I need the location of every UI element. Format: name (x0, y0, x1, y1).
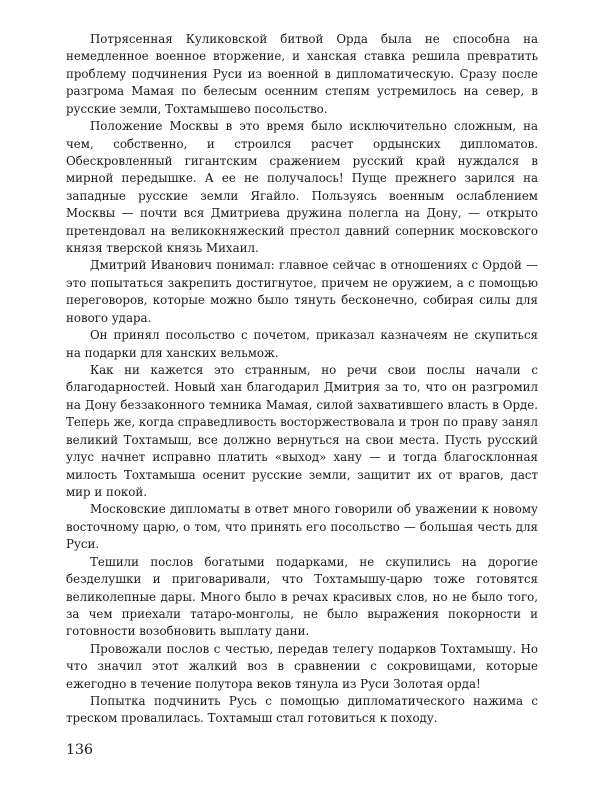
paragraph-6: Московские дипломаты в ответ много говорили об уважении к новому восточному царю, о том, что принять его посольство — большая честь для Руси. (66, 502, 538, 552)
page-number: 136 (66, 742, 94, 758)
page-body (66, 31, 538, 728)
paragraph-2: Положение Москвы в это время было исключительно сложным, на чем, собственно, и строился расчет ордынских дипломатов. Обескровленный гигантским сражением русский край нуждался в мирной передышке. А ее не получалось! Пуще прежнего зарился на западные русские земли Ягайло. Пользуясь военным ослаблением Москвы — почти вся Дмитриева дружина полегла на Дону, — открыто претендовал на великокняжеский престол давний соперник московского князя тверской князь Михаил. (66, 119, 538, 256)
paragraph-3: Дмитрий Иванович понимал: главное сейчас в отношениях с Ордой — это попытаться закрепить достигнутое, причем не оружием, а с помощью переговоров, которые можно было тянуть бесконечно, собирая силы для нового удара. (66, 258, 538, 325)
paragraph-8: Провожали послов с честью, передав телегу подарков Тохтамышу. Но что значил этот жалкий воз в сравнении с сокровищами, которые ежегодно в течение полутора веков тянула из Руси Золотая орда! (66, 641, 538, 691)
paragraph-5: Как ни кажется это странным, но речи свои послы начали с благодарностей. Новый хан благодарил Дмитрия за то, что он разгромил на Дону беззаконного темника Мамая, силой захватившего власть в Орде. Теперь же, когда справедливость восторжествовала и трон по праву занял великий Тохтамыш, все должно вернуться на свои места. Пусть русский улус начнет исправно платить «выход» хану — и тогда благосклонная милость Тохтамыша осенит русские земли, защитит их от врагов, даст мир и покой. (66, 363, 538, 499)
paragraph-7: Тешили послов богатыми подарками, не скупились на дорогие безделушки и приговаривали, что Тохтамышу-царю тоже готовятся великолепные дары. Много было в речах красивых слов, но не было того, за чем приехали татаро-монголы, не было выражения покорности и готовности возобновить выплату дани. (66, 554, 538, 639)
paragraph-1: Потрясенная Куликовской битвой Орда была не способна на немедленное военное вторжение, и ханская ставка решила превратить проблему подчинения Руси из военной в дипломатическую. Сразу после разгрома Мамая по белесым осенним степям устремилось на север, в русские земли, Тохтамышево посольство. (66, 32, 538, 116)
paragraph-9: Попытка подчинить Русь с помощью дипломатического нажима с треском провалилась. Тохтамыш стал готовиться к походу. (66, 694, 538, 726)
paragraph-4: Он принял посольство с почетом, приказал казначеям не скупиться на подарки для ханских вельмож. (66, 328, 538, 360)
